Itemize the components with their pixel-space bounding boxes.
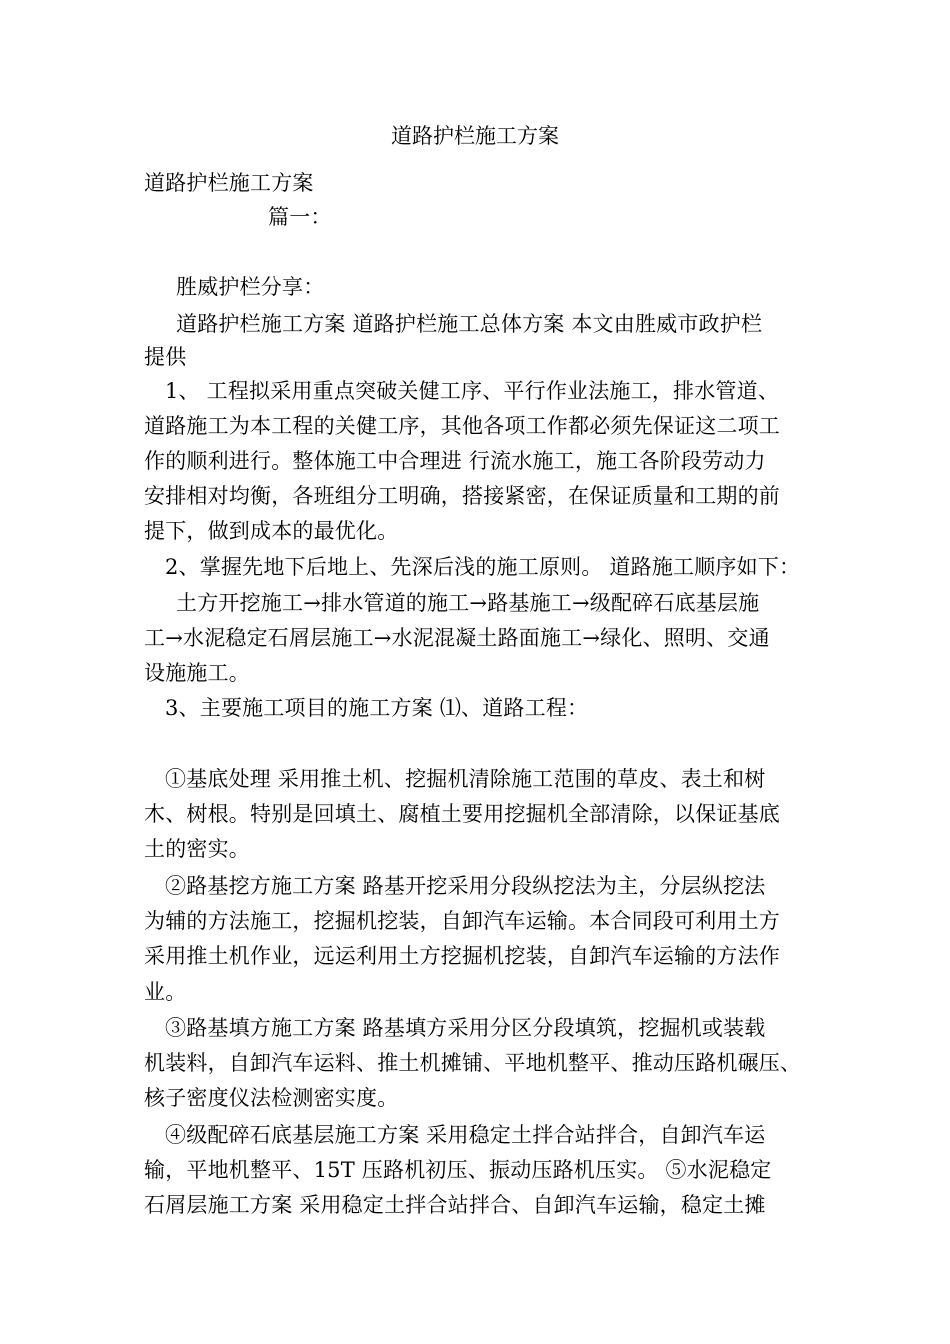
paragraph-line: ④级配碎石底基层施工方案 采用稳定土拌合站拌合，自卸汽车运 xyxy=(165,1123,766,1147)
paragraph-line: 木、树根。特别是回填土、腐植土要用挖掘机全部清除，以保证基底 xyxy=(144,802,780,826)
paragraph-line: 土的密实。 xyxy=(144,837,250,861)
paragraph-line: 采用推土机作业，远运利用土方挖掘机挖装，自卸汽车运输的方法作 xyxy=(144,944,780,968)
paragraph-line: 石屑层施工方案 采用稳定土拌合站拌合、自卸汽车运输，稳定土摊 xyxy=(144,1193,766,1217)
paragraph-line: 土方开挖施工→排水管道的施工→路基施工→级配碎石底基层施 xyxy=(176,591,760,615)
paragraph-line: 为辅的方法施工，挖掘机挖装，自卸汽车运输。本合同段可利用土方 xyxy=(144,909,780,933)
section-label: 篇一： xyxy=(268,205,332,229)
paragraph-line: 1、 工程拟采用重点突破关健工序、平行作业法施工，排水管道、 xyxy=(165,379,780,403)
paragraph-line: 业。 xyxy=(144,980,187,1004)
paragraph-line: 提供 xyxy=(144,345,187,369)
paragraph-line: 机装料，自卸汽车运料、推土机摊铺、平地机整平、推动压路机碾压、 xyxy=(144,1051,802,1075)
paragraph-line: 道路施工为本工程的关健工序，其他各项工作都必须先保证这二项工 xyxy=(144,414,780,438)
paragraph-line: ②路基挖方施工方案 路基开挖采用分段纵挖法为主，分层纵挖法 xyxy=(165,874,766,898)
paragraph-line: 提下，做到成本的最优化。 xyxy=(144,519,399,543)
paragraph-line: 工→水泥稳定石屑层施工→水泥混凝土路面施工→绿化、照明、交通 xyxy=(144,626,770,650)
paragraph-line: 作的顺利进行。整体施工中合理进 行流水施工，施工各阶段劳动力 xyxy=(144,449,766,473)
paragraph-line: 输，平地机整平、15T 压路机初压、振动压路机压实。 ⑤水泥稳定 xyxy=(144,1158,772,1182)
paragraph-line: 设施施工。 xyxy=(144,661,250,685)
paragraph-line: 核子密度仪法检测密实度。 xyxy=(144,1086,399,1110)
paragraph-line: 2、掌握先地下后地上、先深后浅的施工原则。 道路施工顺序如下： xyxy=(165,555,801,579)
heading-line: 道路护栏施工方案 xyxy=(144,171,314,195)
paragraph-line: ③路基填方施工方案 路基填方采用分区分段填筑，挖掘机或装载 xyxy=(165,1016,766,1040)
paragraph-line: 安排相对均衡，各班组分工明确，搭接紧密，在保证质量和工期的前 xyxy=(144,484,780,508)
paragraph-line: 3、主要施工项目的施工方案 ⑴、道路工程： xyxy=(165,696,589,720)
paragraph-line: 道路护栏施工方案 道路护栏施工总体方案 本文由胜威市政护栏 xyxy=(176,312,763,336)
paragraph-line: ①基底处理 采用推土机、挖掘机清除施工范围的草皮、表土和树 xyxy=(165,767,766,791)
document-title: 道路护栏施工方案 xyxy=(391,124,559,148)
paragraph-line: 胜威护栏分享： xyxy=(176,275,325,299)
